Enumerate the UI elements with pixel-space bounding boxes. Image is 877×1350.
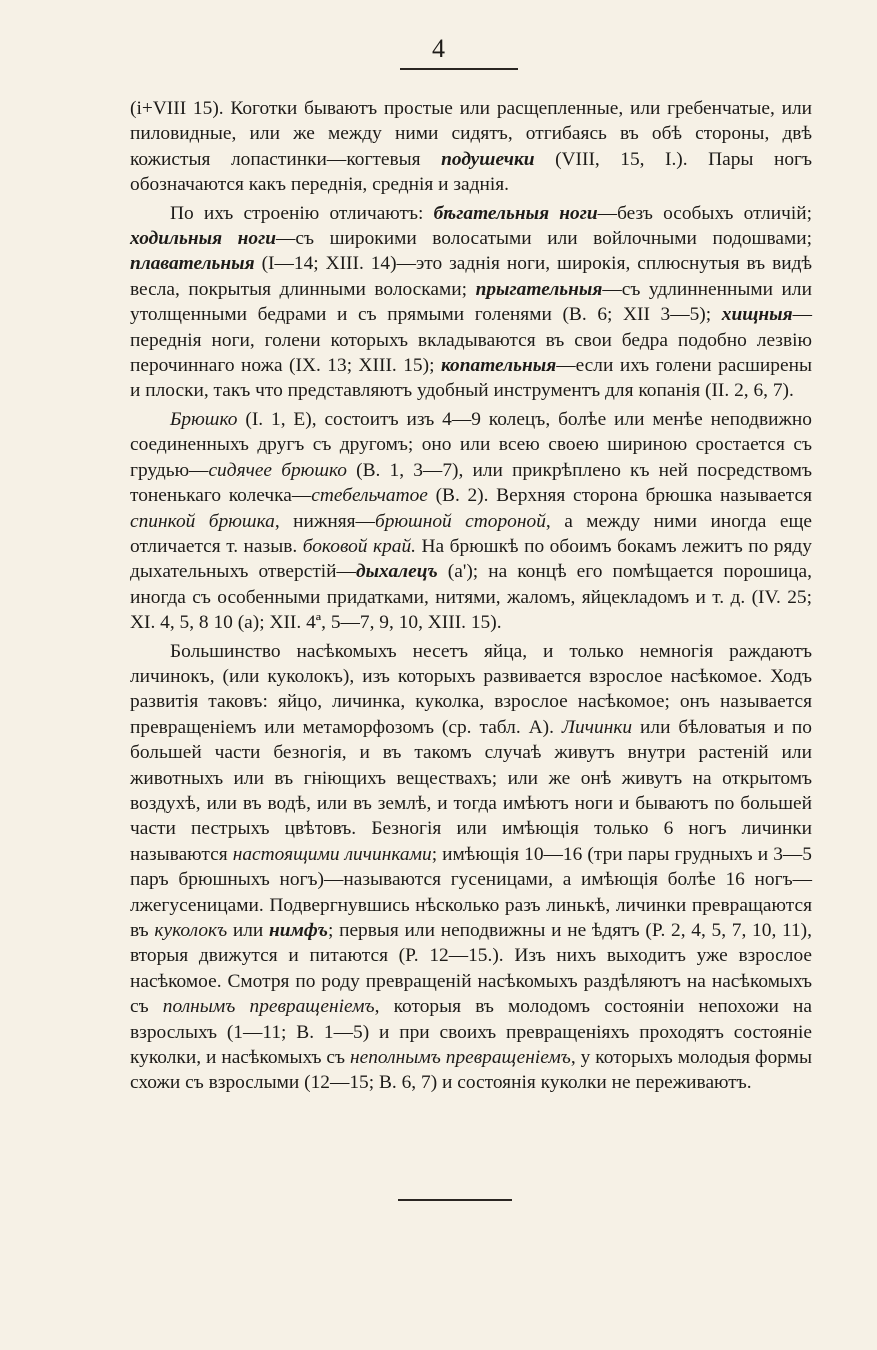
- page-number: 4: [432, 34, 445, 63]
- top-rule: [400, 68, 518, 70]
- text-run: , нижняя—: [274, 510, 375, 532]
- text-run: —переднія ноги, голени которыхъ вкладываются въ свои бедра подобно лезвію перочиннаго ножа (IX. 13; XIII. 15);: [130, 304, 812, 377]
- text-run: (B. 2). Верхняя сторона брюшка называется: [427, 485, 812, 507]
- emphasized-term: неполнымъ превращеніемъ: [350, 1047, 571, 1069]
- emphasized-term: нимфъ: [269, 920, 328, 941]
- emphasized-term: прыгательныя: [475, 278, 603, 300]
- text-run: (VIII, 15, I.). Пары ногъ обозначаются какъ переднія, среднія и заднія.: [130, 148, 812, 196]
- text-run: (B. 1, 3—7), или прикрѣплено къ ней посредствомъ тоненькаго колечка—: [130, 459, 812, 507]
- emphasized-term: подушечки: [441, 148, 535, 170]
- emphasized-term: полнымъ превращеніемъ: [162, 996, 375, 1018]
- emphasized-term: хищныя: [721, 304, 793, 326]
- bottom-rule: [398, 1199, 512, 1201]
- emphasized-term: дыхалецъ: [355, 561, 438, 583]
- text-run: или: [227, 920, 270, 941]
- emphasized-term: копательныя: [440, 355, 557, 377]
- paragraph-1: [130, 96, 812, 198]
- emphasized-term: куколокъ: [154, 920, 228, 941]
- text-run: , у которыхъ молодыя формы схожи съ взрослыми (12—15; B. 6, 7) и состоянія куколки не переживаютъ.: [130, 1047, 812, 1094]
- text-run: По ихъ строенію отличаютъ:: [170, 202, 434, 224]
- text-run: , а между ними иногда еще отличается т. назыв.: [130, 510, 812, 557]
- text-run: —съ широкими волосатыми или войлочными подошвами;: [276, 228, 812, 250]
- emphasized-term: брюшной стороной: [374, 510, 546, 532]
- text-run: (I. 1, E), состоитъ изъ 4—9 колецъ, болѣе или менѣе неподвижно соединенныхъ другъ съ другомъ; оно или всею своею шириною сростается съ грудью—: [130, 408, 812, 481]
- text-run: , которыя въ молодомъ состояніи непохожи на взрослыхъ (1—11; B. 1—5) и при своихъ превращеніяхъ проходятъ состояніе куколки, и насѣкомыхъ съ: [130, 996, 812, 1069]
- emphasized-term: ходильныя ноги: [130, 228, 277, 250]
- text-run: (i+VIII 15). Коготки бываютъ простые или расщепленные, или гребенчатые, или пиловидные, или же между ними сидятъ, отгибаясь въ обѣ стороны, двѣ кожистыя лопастинки—когтевыя: [130, 98, 812, 170]
- text-run: На брюшкѣ по обоимъ бокамъ лежитъ по ряду дыхательныхъ отверстій—: [130, 535, 812, 583]
- text-run: Большинство насѣкомыхъ несетъ яйца, и только немногія раждаютъ личинокъ, (или куколокъ), изъ которыхъ развивается взрослое насѣкомое. Ходъ развитія таковъ: яйцо, личинка, куколка, взрослое насѣкомое; онъ называется превращеніемъ или метаморфозомъ (ср. табл. A).: [130, 640, 812, 738]
- text-run: —если ихъ голени расширены и плоски, такъ что представляютъ удобный инструментъ для копанія (II. 2, 6, 7).: [130, 355, 812, 402]
- paragraph-2: [130, 201, 812, 404]
- body-text: [130, 96, 812, 1099]
- text-run: —безъ особыхъ отличій;: [597, 202, 813, 224]
- text-run: (I—14; XIII. 14)—это заднія ноги, широкія, сплюснутыя въ видѣ весла, покрытыя длинными волосками;: [130, 253, 812, 300]
- emphasized-term: плавательныя: [130, 253, 255, 275]
- emphasized-term: Личинки: [561, 716, 633, 738]
- text-run: или бѣловатыя и по большей части безногія, и въ такомъ случаѣ живутъ внутри растеній или животныхъ или въ гніющихъ веществахъ; или же онѣ живутъ на открытомъ воздухѣ, или въ водѣ, или въ землѣ, и тогда имѣютъ ноги и бываютъ по большей части пестрыхъ цвѣтовъ. Безногія или имѣющія только 6 ногъ личинки называются: [130, 716, 812, 865]
- emphasized-term: спинкой брюшка: [130, 510, 275, 532]
- emphasized-term: настоящими личинками: [232, 843, 432, 865]
- emphasized-term: бѣгательныя ноги: [433, 202, 598, 224]
- text-run: (a'); на концѣ его помѣщается порошица, иногда съ особенными придатками, нитями, жаломъ, яйцекладомъ и т. д. (IV. 25; XI. 4, 5, 8 10 (a); XII. 4ª, 5—7, 9, 10, XIII. 15).: [130, 561, 812, 634]
- emphasized-term: стебельчатое: [311, 485, 428, 507]
- emphasized-term: боковой край.: [302, 535, 417, 557]
- text-run: —съ удлинненными или утолщенными бедрами и съ прямыми голенями (B. 6; XII 3—5);: [130, 278, 812, 326]
- paragraph-4: [130, 639, 812, 1096]
- text-run: ; имѣющія 10—16 (три пары грудныхъ и 3—5 паръ брюшныхъ ногъ)—называются гусеницами, а имѣющія болѣе 16 ногъ—лжегусеницами. Подвергнувшись нѣсколько разъ линькѣ, личинки превращаются въ: [130, 843, 812, 941]
- text-run: ; первыя или неподвижны и не ѣдятъ (P. 2, 4, 5, 7, 10, 11), вторыя движутся и питаются (P. 12—15.). Изъ нихъ выходитъ уже взрослое насѣкомое. Смотря по роду превращеній насѣкомыхъ раздѣляютъ на насѣкомыхъ съ: [130, 920, 812, 1018]
- paragraph-3: [130, 407, 812, 636]
- emphasized-term: Брюшко: [170, 408, 238, 430]
- emphasized-term: сидячее брюшко: [208, 459, 347, 481]
